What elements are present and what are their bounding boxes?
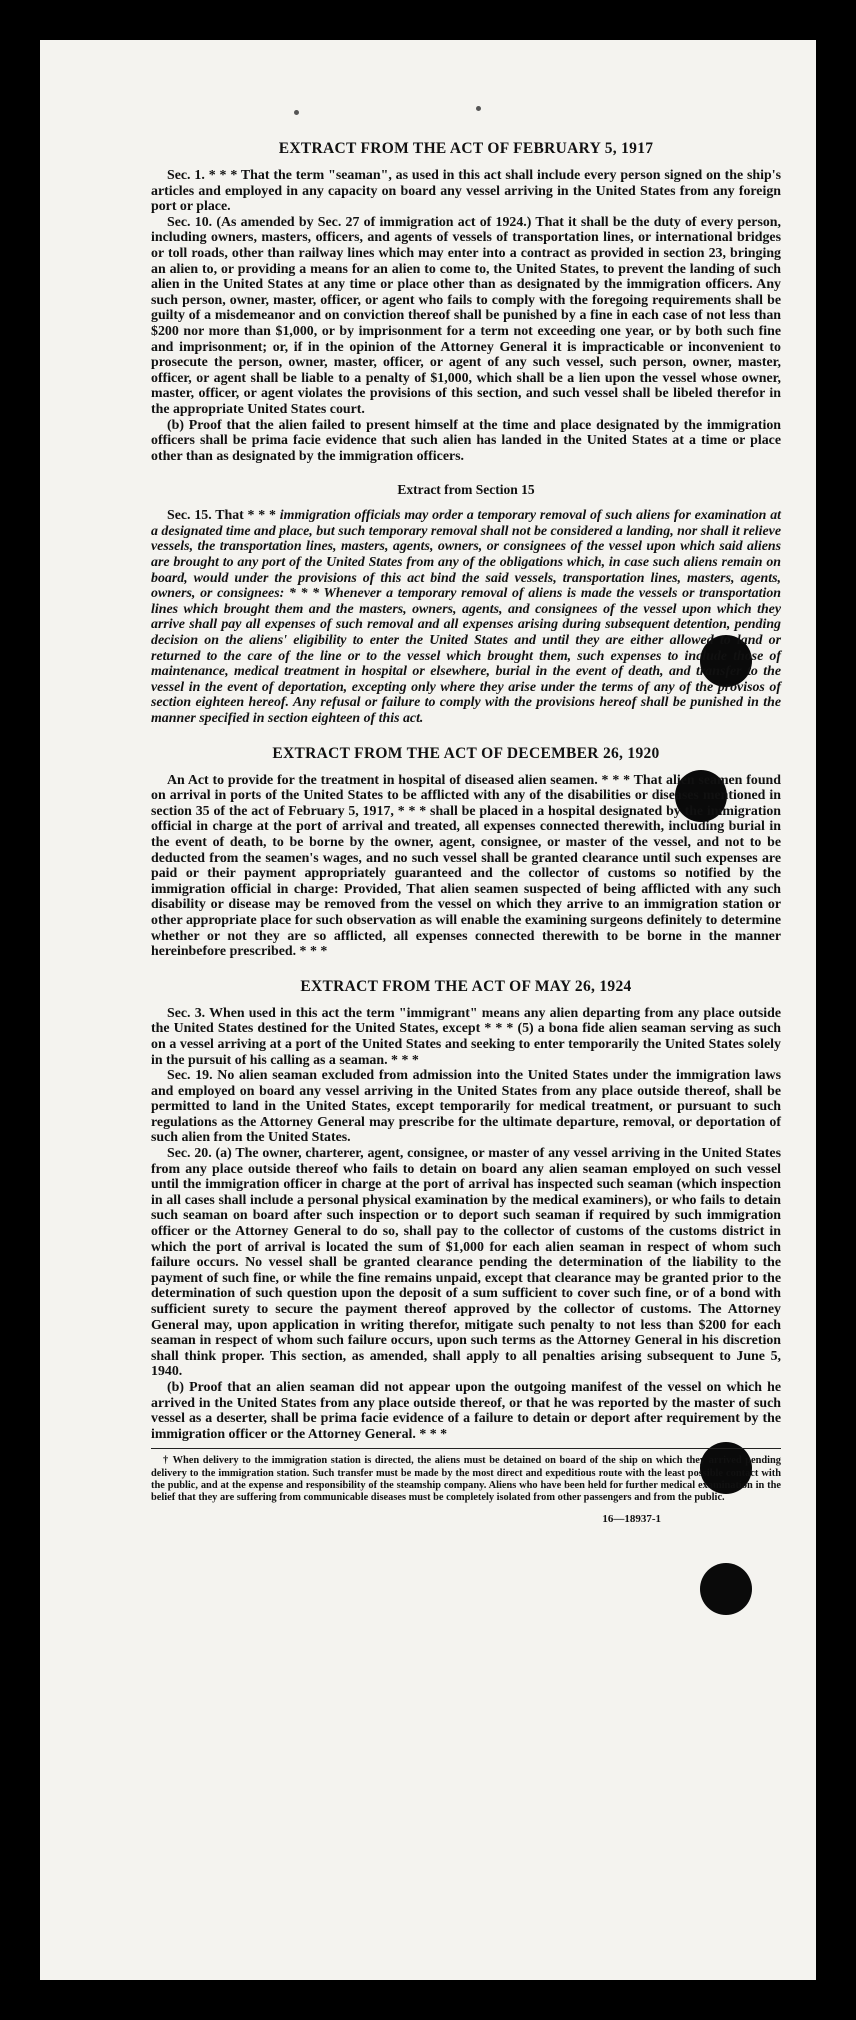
document-page [40, 40, 816, 1980]
footnote-text: † When delivery to the immigration station is directed, the aliens must be detained on board of the ship on which they arrived pending delivery to the immigration station. Such transfer must be made by the most direct and expeditious route with the least possible contact with the public, and at the expense and responsibility of the steamship company. Aliens who have been held for further medical examination in the belief that they are suffering from communicable diseases must be completely isolated from other passengers and from the public. [151, 1455, 781, 1503]
section-heading: EXTRACT FROM THE ACT OF MAY 26, 1924 [300, 977, 632, 995]
paragraph: Sec. 20. (a) The owner, charterer, agent, consignee, or master of any vessel arriving in the United States from any place outside thereof who fails to detain on board any alien seaman employed on such vessel until the immigration officer in charge at the port of arrival has inspected such seaman (which inspection in all cases shall include a personal physical examination by the medical examiners), or who fails to detain such seaman on board after such inspection or to deport such seaman if required by such immigration officer or the Attorney General to do so, shall pay to the collector of customs of the customs district in which the port of arrival is located the sum of $1,000 for each alien seaman in respect of whom such failure occurs. No vessel shall be granted clearance pending the determination of the liability to the payment of such fine, or while the fine remains unpaid, except that clearance may be granted prior to the determination of such question upon the deposit of a sum sufficient to cover such fine, or of a bond with sufficient surety to secure the payment thereof approved by the collector of customs. The Attorney General may, upon application in writing therefor, mitigate such penalty to not less than $200 for each seaman in respect of whom such failure occurs, upon such terms as the Attorney General in his discretion shall think proper. This section, as amended, shall apply to all penalties arising subsequent to June 5, 1940. [151, 1146, 781, 1380]
paragraph-lead: Sec. 15. That * * * [167, 508, 280, 524]
paragraph: Sec. 3. When used in this act the term "immigrant" means any alien departing from any place outside the United States destined for the United States, except * * * (5) a bona fide alien seaman serving as such on a vessel arriving at a port of the United States and seeking to enter temporarily the United States solely in the pursuit of his calling as a seaman. * * * [151, 1005, 781, 1068]
speck [294, 110, 299, 115]
document-number: 16—18937-1 [602, 1513, 661, 1526]
paragraph: Sec. 1. * * * That the term "seaman", as used in this act shall include every person signed on the ship's articles and employed in any capacity on board any vessel arriving in the United States from any foreign port or place. [151, 168, 781, 215]
speck [476, 106, 481, 111]
paragraph: Sec. 10. (As amended by Sec. 27 of immigration act of 1924.) That it shall be the duty of every person, including owners, masters, officers, and agents of vessels of transportation lines, or international bridges or toll roads, other than railway lines which may enter into a contract as provided in section 23, bringing an alien to, or providing a means for an alien to come to, the United States, to prevent the landing of such alien in the United States at any time or place other than as designated by the immigration officers. Any such person, owner, master, officer, or agent who fails to comply with the foregoing requirements shall be guilty of a misdemeanor and on conviction thereof shall be punished by a fine in each case of not less than $200 nor more than $1,000, or by imprisonment for a term not exceeding one year, or by both such fine and imprisonment; or, if in the opinion of the Attorney General it is impracticable or inconvenient to prosecute the person, owner, master, officer, or agent of any such vessel, such person, owner, master, officer, or agent shall be liable to a penalty of $1,000, which shall be a lien upon the vessel whose owner, master, officer, or agent violates the provisions of this section, and such vessel shall be libeled therefor in the appropriate United States court. [151, 214, 781, 417]
paragraph: (b) Proof that the alien failed to present himself at the time and place designated by the immigration officers shall be prima facie evidence that such alien has landed in the United States at a time or place other than as designated by the immigration officers. [151, 417, 781, 464]
paragraph-italic-text: immigration officials may order a temporary removal of such aliens for examination at a designated time and place, but such temporary removal shall not be considered a landing, nor shall it relieve vessels, the transportation lines, masters, agents, owners, or consignees of the vessel upon which said aliens are brought to any port of the United States from any of the obligations which, in case such aliens remain on board, would under the provisions of this act bind the said vessels, transportation lines, masters, agents, owners, or consignees: * * * Whenever a temporary removal of aliens is made the vessels or transportation lines which brought them and the masters, owners, agents, and consignees of the vessel upon which they arrive shall pay all expenses of such removal and all expenses arising during subsequent detention, pending decision on the aliens' eligibility to enter the United States and until they are either allowed to land or returned to the care of the line or to the vessel which brought them, such expenses to include those of maintenance, medical treatment in hospital or elsewhere, burial in the event of death, and transfer to the vessel in the event of deportation, excepting only where they arise under the terms of any of the provisos of section eighteen hereof. Any refusal or failure to comply with the provisions hereof shall be punished in the manner specified in section eighteen of this act. [151, 508, 781, 726]
section-heading: EXTRACT FROM THE ACT OF FEBRUARY 5, 1917 [278, 140, 654, 157]
paragraph: An Act to provide for the treatment in hospital of diseased alien seamen. * * * That alien seamen found on arrival in ports of the United States to be afflicted with any of the disabilities or diseases mentioned in section 35 of the act of February 5, 1917, * * * shall be placed in a hospital designated by the immigration official in charge at the port of arrival and treated, all expenses connected therewith, including burial in the event of death, to be borne by the owner, agent, consignee, or master of the vessel, and not to be deducted from the seamen's wages, and no such vessel shall be granted clearance until such expenses are paid or their payment appropriately guaranteed and the collector of customs so notified by the immigration official in charge: Provided, That alien seamen suspected of being afflicted with any such disability or disease may be removed from the vessel on which they arrive to an immigration station or other appropriate place for such observation as will enable the examining surgeons definitely to determine whether or not they are so afflicted, all expenses connected therewith to be borne in the manner hereinbefore prescribed. * * * [151, 772, 781, 960]
paragraph: Sec. 19. No alien seaman excluded from admission into the United States under the immigration laws and employed on board any vessel arriving in the United States from any place outside thereof, shall be permitted to land in the United States, except temporarily for medical treatment, or pursuant to such regulations as the Attorney General may prescribe for the ultimate departure, removal, or deportation of such alien from the United States. [151, 1068, 781, 1146]
paragraph: (b) Proof that an alien seaman did not appear upon the outgoing manifest of the vessel on which he arrived in the United States from any place outside thereof, or that he was reported by the master of such vessel as a deserter, shall be prima facie evidence of a failure to detain or deport after requirement by the immigration officer or the Attorney General. * * * [151, 1379, 781, 1442]
punch-hole [700, 1563, 752, 1615]
document-body [151, 140, 781, 1528]
footnote [151, 1448, 781, 1504]
subsection-heading: Extract from Section 15 [397, 482, 535, 498]
paragraph [151, 508, 781, 726]
section-heading: EXTRACT FROM THE ACT OF DECEMBER 26, 1920 [272, 744, 660, 762]
